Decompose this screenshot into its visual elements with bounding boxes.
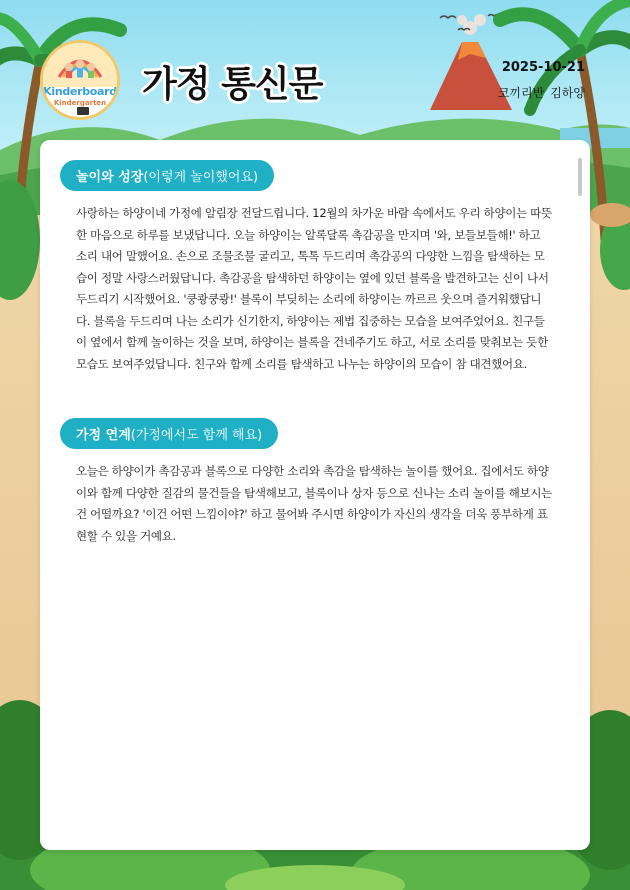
notice-date: 2025-10-21: [501, 60, 585, 75]
logo-subtext: Kindergarten: [53, 99, 107, 107]
notice-card[interactable]: [40, 140, 590, 850]
scrollbar-thumb[interactable]: [578, 158, 582, 196]
class-student-info: [498, 84, 585, 101]
book-icon: [77, 107, 89, 115]
section-heading: [60, 160, 274, 191]
kinderboard-logo-icon: [40, 40, 120, 120]
class-name: 코끼리반: [497, 86, 545, 100]
section-heading-sub: (가정에서도 함께 해요): [130, 428, 263, 443]
section-heading-bold: 가정 연계: [76, 428, 131, 443]
section-body: 사랑하는 하양이네 가정에 알림장 전달드립니다. 12월의 차가운 바람 속에서도 우리 하양이는 따뜻한 마음으로 하루를 보냈답니다. 오늘 하양이는 알록달록 촉감공을 만지며 '와, 보들보들해!' 하고 소리 내어 말했어요. 손으로 조물조물 굴리고, 톡톡 두드리며 촉감공의 다양한 느낌을 탐색하는 모습이 정말 사랑스러웠답니다. 촉감공을 탐색하던 하양이는 옆에 있던 블록을 발견하고는 신이 나서 두드리기 시작했어요. '쿵쾅쿵쾅!' 블록이 부딪히는 소리에 하양이는 까르르 웃으며 즐거워했답니다. 블록을 두드리며 나는 소리가 신기한지, 하양이는 제법 집중하는 모습을 보여주었어요. 친구들이 옆에서 함께 놀이하는 것을 보며, 하양이는 블록을 건네주기도 하고, 서로 소리를 맞춰보는 듯한 모습도 보여주었답니다. 친구와 함께 소리를 탐색하고 나누는 하양이의 모습이 참 대견했어요.: [76, 206, 552, 371]
section-body: 오늘은 하양이가 촉감공과 블록으로 다양한 소리와 촉감을 탐색하는 놀이를 했어요. 집에서도 하양이와 함께 다양한 질감의 물건들을 탐색해보고, 블록이나 상자 등으로 신나는 소리 놀이를 해보시는 건 어떨까요? '이건 어떤 느낌이야?' 하고 물어봐 주시면 하양이가 자신의 생각을 더욱 풍부하게 표현할 수 있을 거예요.: [76, 464, 552, 543]
page-title: 가정 통신문: [142, 64, 323, 105]
logo-text: Kinderboard: [43, 85, 117, 98]
section-heading-bold: 놀이와 성장: [76, 170, 144, 185]
section-heading-sub: (이렇게 놀이했어요): [143, 170, 259, 185]
section-play-growth: [60, 160, 560, 375]
student-name: 김하양: [550, 86, 585, 100]
logo-children-icon: [55, 51, 105, 79]
section-heading: [60, 418, 278, 449]
section-home-link: [60, 418, 560, 547]
